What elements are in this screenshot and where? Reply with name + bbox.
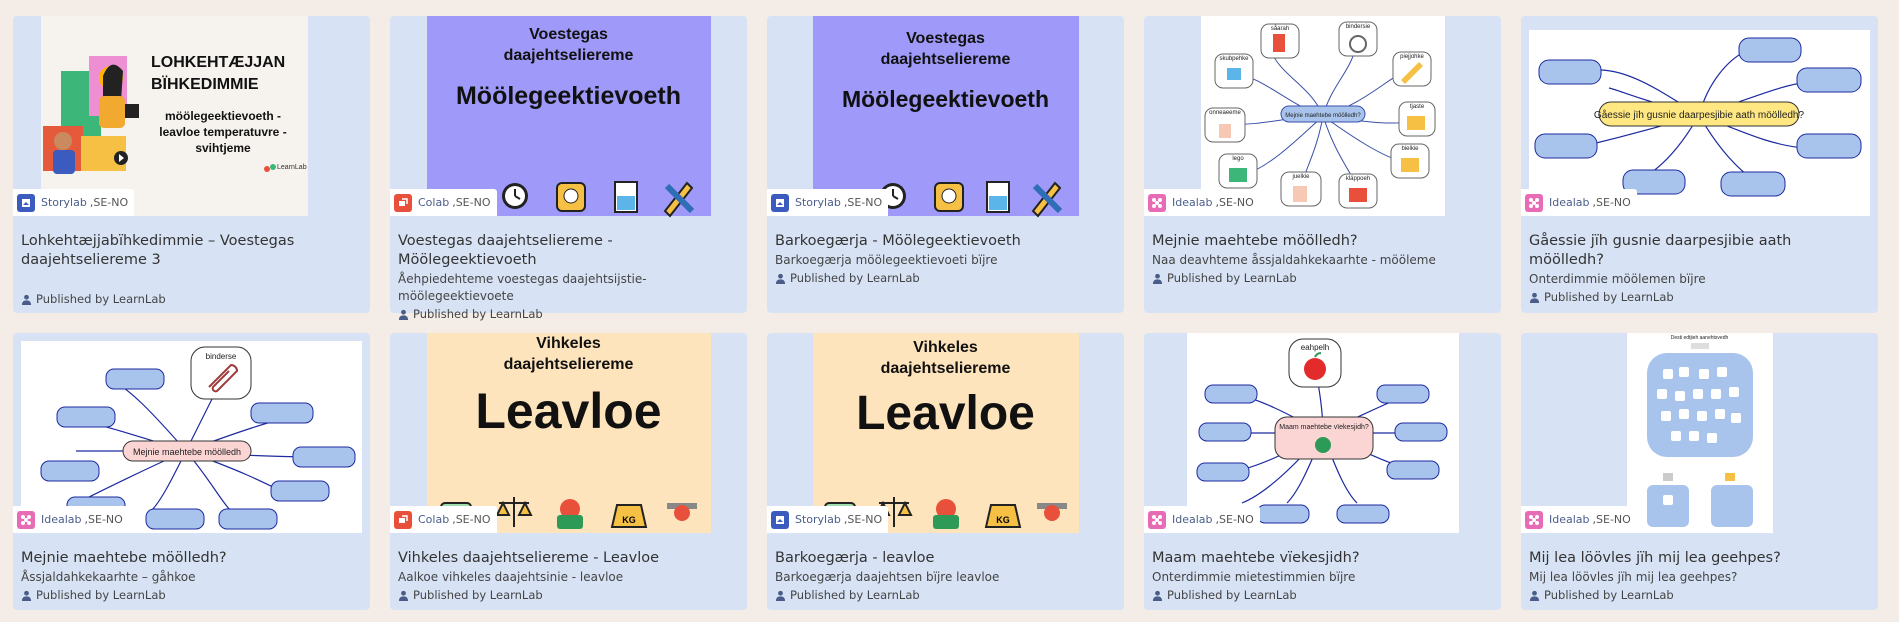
app-badge bbox=[767, 189, 888, 216]
app-name: Storylab bbox=[795, 196, 841, 209]
mindmap-label: såarah bbox=[1270, 26, 1289, 32]
app-name: Colab bbox=[418, 513, 450, 526]
mindmap-center: Gåessie jïh gusnie daarpesjibie aath möölledh? bbox=[1593, 110, 1805, 121]
publisher-text: Published by LearnLab bbox=[1544, 290, 1674, 304]
svg-text:KG: KG bbox=[995, 515, 1010, 525]
content-card[interactable] bbox=[767, 16, 1124, 313]
card-thumbnail[interactable] bbox=[13, 16, 370, 216]
publisher-text: Published by LearnLab bbox=[790, 271, 920, 285]
card-subtitle: Aalkoe vihkeles daajehtsinie - leavloe bbox=[398, 570, 624, 584]
thumbnail-image bbox=[427, 16, 711, 216]
app-badge bbox=[1521, 506, 1637, 533]
app-name: Idealab bbox=[1549, 196, 1590, 209]
content-card[interactable] bbox=[1521, 16, 1878, 313]
mindmap-center: Maam maehtebe vïekesjidh? bbox=[1278, 424, 1369, 431]
colab-icon bbox=[394, 511, 412, 529]
mindmap-diagram bbox=[1187, 333, 1459, 533]
mindmap-label: tjaste bbox=[1409, 104, 1424, 110]
app-badge bbox=[13, 506, 129, 533]
person-icon bbox=[21, 590, 32, 601]
language-code: ,SE-NO bbox=[84, 513, 123, 526]
learnlab-logo: LearnLab bbox=[277, 164, 307, 171]
app-name: Storylab bbox=[795, 513, 841, 526]
card-thumbnail[interactable] bbox=[390, 16, 747, 216]
language-code: ,SE-NO bbox=[452, 513, 491, 526]
thumbnail-heading: LOHKEHTÆJJAN BÏHKEDIMMIE bbox=[151, 54, 286, 93]
card-thumbnail[interactable] bbox=[1521, 16, 1878, 216]
person-icon bbox=[1529, 590, 1540, 601]
content-card[interactable] bbox=[767, 333, 1124, 610]
card-subtitle: Barkoegærja daajehtsen bïjre leavloe bbox=[775, 570, 1000, 584]
app-badge bbox=[1521, 189, 1637, 216]
mindmap-label: bielkie bbox=[1400, 146, 1419, 152]
app-badge bbox=[390, 189, 497, 216]
publisher bbox=[21, 292, 166, 306]
card-title[interactable]: Lohkehtæjjabïhkedimmie – Voestegas daajehtseliereme 3 bbox=[21, 233, 295, 268]
person-icon bbox=[1152, 590, 1163, 601]
card-title[interactable]: Maam maehtebe vïekesjidh? bbox=[1152, 550, 1360, 566]
thumbnail-image bbox=[21, 341, 362, 533]
mindmap-diagram bbox=[21, 341, 362, 533]
person-icon bbox=[398, 590, 409, 601]
publisher bbox=[1529, 290, 1870, 304]
mindmap-label: lego bbox=[1231, 156, 1244, 162]
mindmap-diagram bbox=[1201, 16, 1445, 216]
publisher-text: Published by LearnLab bbox=[1167, 588, 1297, 602]
storylab-icon bbox=[771, 511, 789, 529]
card-thumbnail[interactable] bbox=[767, 16, 1124, 216]
idealab-icon bbox=[1525, 194, 1543, 212]
card-thumbnail[interactable] bbox=[1521, 333, 1878, 533]
app-badge bbox=[13, 189, 134, 216]
language-code: ,SE-NO bbox=[1592, 196, 1631, 209]
thumbnail-image bbox=[1201, 16, 1445, 216]
publisher bbox=[1152, 271, 1493, 285]
app-badge bbox=[1144, 189, 1260, 216]
publisher bbox=[775, 588, 1116, 602]
card-title[interactable]: Barkoegærja - leavloe bbox=[775, 550, 935, 566]
thumbnail-subheading: möölegeektievoeth - leavloe temperatuvre - svihtjeme bbox=[159, 109, 287, 155]
mindmap-label: piejjohke bbox=[1399, 54, 1424, 60]
thumbnail-big-title: Möölegeektievoeth bbox=[455, 82, 682, 110]
card-title[interactable]: Barkoegærja - Möölegeektievoeth bbox=[775, 233, 1021, 249]
sorting-board bbox=[1627, 333, 1773, 533]
card-thumbnail[interactable] bbox=[767, 333, 1124, 533]
card-subtitle: Åehpiedehteme voestegas daajehtsijstie- möölegeektievoete bbox=[398, 272, 647, 303]
publisher-text: Published by LearnLab bbox=[36, 292, 166, 306]
thumbnail-image bbox=[1627, 333, 1773, 533]
language-code: ,SE-NO bbox=[843, 513, 883, 526]
language-code: ,SE-NO bbox=[1592, 513, 1631, 526]
thumbnail-image bbox=[1187, 333, 1459, 533]
mindmap-label: skubpehke bbox=[1218, 56, 1249, 62]
thumbnail-image bbox=[41, 16, 308, 216]
thumbnail-big-title: Leavloe bbox=[475, 383, 662, 439]
card-subtitle: Mij lea löövles jïh mij lea geehpes? bbox=[1529, 570, 1738, 584]
thumbnail-line2: daajehtseliereme bbox=[503, 47, 634, 64]
card-thumbnail[interactable] bbox=[13, 333, 370, 533]
publisher bbox=[21, 588, 362, 602]
language-code: ,SE-NO bbox=[1215, 513, 1254, 526]
mindmap-label: binderse bbox=[205, 352, 237, 361]
content-card[interactable] bbox=[390, 333, 747, 610]
content-grid bbox=[13, 16, 1878, 610]
thumbnail-line1: Voestegas bbox=[906, 30, 985, 47]
language-code: ,SE-NO bbox=[452, 196, 491, 209]
card-subtitle: Naa deavhteme åssjaldahkekaarhte - mööleme bbox=[1152, 253, 1436, 267]
app-name: Idealab bbox=[1172, 196, 1213, 209]
idealab-icon bbox=[1148, 194, 1166, 212]
app-badge bbox=[390, 506, 497, 533]
person-icon bbox=[775, 590, 786, 601]
language-code: ,SE-NO bbox=[1215, 196, 1254, 209]
content-card[interactable] bbox=[390, 16, 747, 321]
publisher-text: Published by LearnLab bbox=[413, 588, 543, 602]
person-icon bbox=[21, 294, 32, 305]
idealab-icon bbox=[17, 511, 35, 529]
thumbnail-heading: Desti edtjieh aanehtsvedh bbox=[1670, 335, 1729, 341]
app-name: Colab bbox=[418, 196, 450, 209]
mindmap-label: onneaeeme bbox=[1208, 110, 1241, 116]
publisher bbox=[1152, 588, 1493, 602]
mindmap-label: bindersie bbox=[1345, 24, 1370, 30]
colab-icon bbox=[394, 194, 412, 212]
person-icon bbox=[1152, 273, 1163, 284]
card-title[interactable]: Mejnie maehtebe möölledh? bbox=[21, 550, 227, 566]
card-subtitle: Onterdimmie möölemen bïjre bbox=[1529, 272, 1706, 286]
thumbnail-image bbox=[427, 333, 711, 533]
app-name: Idealab bbox=[41, 513, 82, 526]
app-name: Idealab bbox=[1172, 513, 1213, 526]
app-name: Idealab bbox=[1549, 513, 1590, 526]
publisher bbox=[1529, 588, 1870, 602]
card-title[interactable]: Voestegas daajehtseliereme - Möölegeektievoeth bbox=[398, 233, 613, 268]
card-subtitle: Åssjaldahkekaarhte – gåhkoe bbox=[21, 570, 196, 584]
thumbnail-line1: Voestegas bbox=[529, 26, 608, 43]
card-title[interactable]: Mejnie maehtebe möölledh? bbox=[1152, 233, 1358, 249]
content-card[interactable] bbox=[13, 333, 370, 610]
publisher bbox=[398, 588, 739, 602]
publisher-text: Published by LearnLab bbox=[790, 588, 920, 602]
publisher bbox=[775, 271, 1116, 285]
publisher-text: Published by LearnLab bbox=[1167, 271, 1297, 285]
card-thumbnail[interactable] bbox=[1144, 333, 1501, 533]
card-subtitle: Onterdimmie mietestimmien bïjre bbox=[1152, 570, 1356, 584]
language-code: ,SE-NO bbox=[89, 196, 129, 209]
thumbnail-line1: Vihkeles bbox=[536, 335, 601, 352]
content-card[interactable] bbox=[1144, 16, 1501, 313]
publisher bbox=[398, 307, 739, 321]
mindmap-label: eahpelh bbox=[1300, 343, 1329, 352]
publisher-text: Published by LearnLab bbox=[36, 588, 166, 602]
card-subtitle: Barkoegærja möölegeektievoeti bïjre bbox=[775, 253, 998, 267]
mindmap-label: kläppoeh bbox=[1345, 176, 1370, 182]
publisher-text: Published by LearnLab bbox=[413, 307, 543, 321]
idealab-icon bbox=[1148, 511, 1166, 529]
card-thumbnail[interactable] bbox=[390, 333, 747, 533]
content-card[interactable] bbox=[13, 16, 370, 313]
card-thumbnail[interactable] bbox=[1144, 16, 1501, 216]
idealab-icon bbox=[1525, 511, 1543, 529]
thumbnail-line2: daajehtseliereme bbox=[880, 51, 1011, 68]
person-icon bbox=[775, 273, 786, 284]
thumbnail-line1: Vihkeles bbox=[913, 339, 978, 356]
language-code: ,SE-NO bbox=[843, 196, 883, 209]
thumbnail-big-title: Möölegeektievoeth bbox=[841, 86, 1050, 112]
thumbnail-image bbox=[813, 16, 1079, 216]
mindmap-label: juelkie bbox=[1291, 174, 1310, 180]
person-icon bbox=[398, 309, 409, 320]
card-title[interactable]: Vihkeles daajehtseliereme - Leavloe bbox=[398, 550, 660, 566]
thumbnail-big-title: Leavloe bbox=[856, 387, 1035, 440]
publisher-text: Published by LearnLab bbox=[1544, 588, 1674, 602]
mindmap-center: Mejnie maehtebe möölledh? bbox=[1284, 113, 1361, 119]
app-name: Storylab bbox=[41, 196, 87, 209]
thumbnail-line2: daajehtseliereme bbox=[880, 360, 1011, 377]
content-card[interactable] bbox=[1144, 333, 1501, 610]
content-card[interactable] bbox=[1521, 333, 1878, 610]
app-badge bbox=[767, 506, 888, 533]
card-title[interactable]: Mij lea löövles jïh mij lea geehpes? bbox=[1529, 550, 1781, 566]
thumbnail-image bbox=[813, 333, 1079, 533]
person-icon bbox=[1529, 292, 1540, 303]
thumbnail-line2: daajehtseliereme bbox=[503, 356, 634, 373]
storylab-icon bbox=[771, 194, 789, 212]
svg-text:KG: KG bbox=[621, 515, 636, 525]
card-title[interactable]: Gåessie jïh gusnie daarpesjibie aath möölledh? bbox=[1529, 233, 1792, 268]
storylab-icon bbox=[17, 194, 35, 212]
mindmap-center: Mejnie maehtebe möölledh bbox=[132, 447, 242, 457]
app-badge bbox=[1144, 506, 1260, 533]
